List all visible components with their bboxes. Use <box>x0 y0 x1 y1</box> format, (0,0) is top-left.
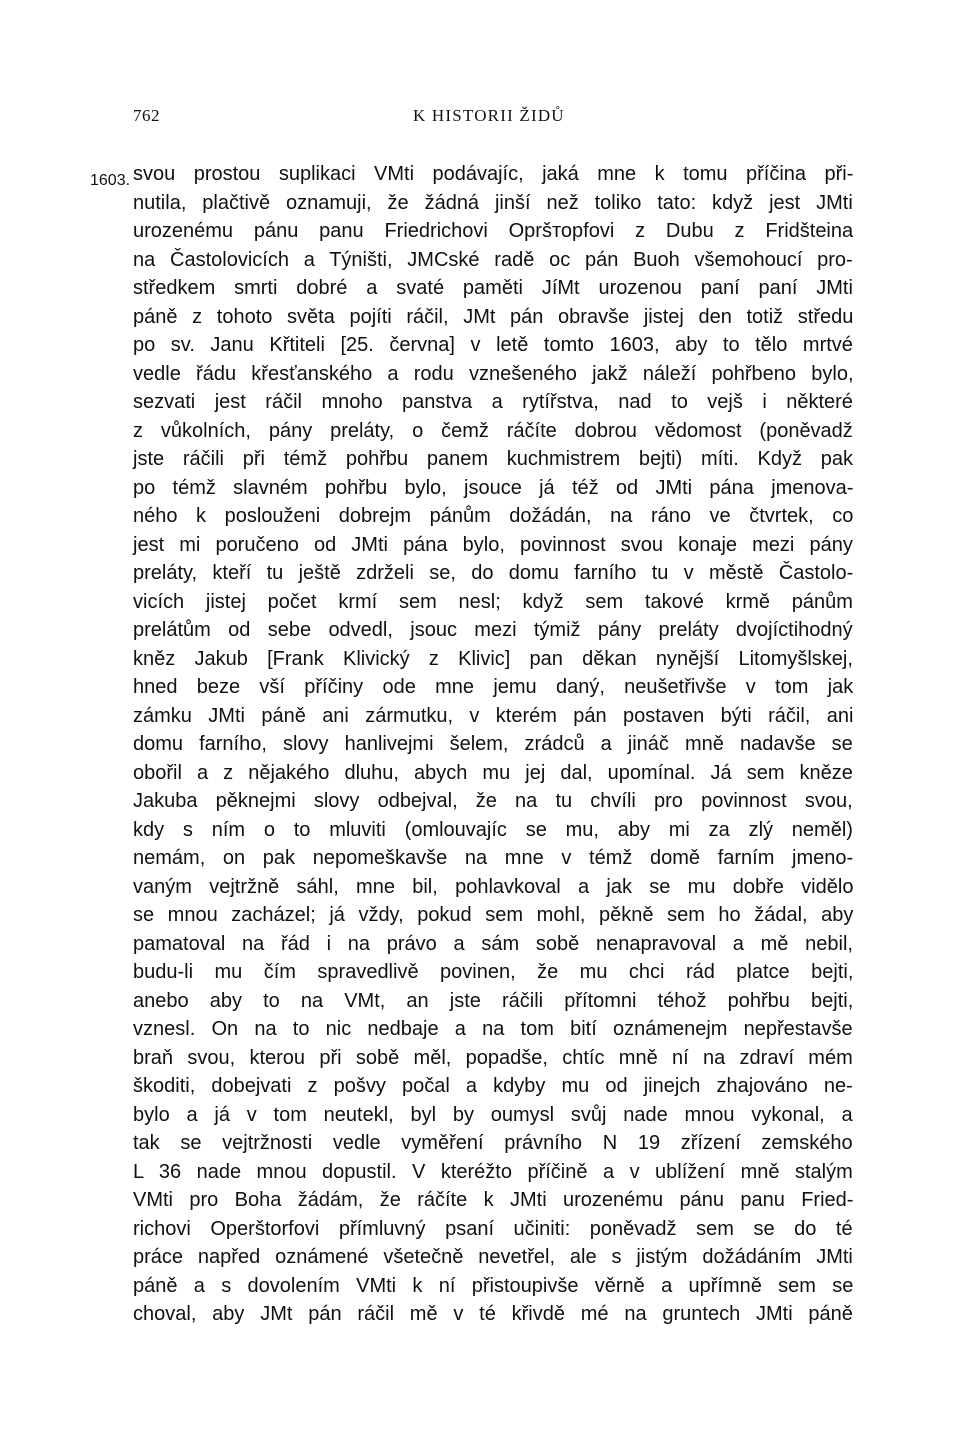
text-line: po sv. Janu Křtiteli [25. června] v letě tomto 1603, aby to tělo mrtvé <box>133 334 853 356</box>
text-line: na Častolovicích a Týništi, JMCské radě oc pán Buoh všemohoucí pro- <box>133 248 853 271</box>
text-line: kněz Jakub [Frank Klivický z Klivic] pan děkan nynější Litomyšlskej, <box>133 647 853 670</box>
text-line: bylo a já v tom neutekl, byl by oumysl svůj nade mnou vykonal, a <box>133 1103 853 1126</box>
text-line: hned beze vší příčiny ode mne jemu daný, neušetřivše v tom jak <box>133 676 854 698</box>
text-line: jste ráčili při témž pohřbu panem kuchmistrem bejti) míti. Když pak <box>133 448 853 470</box>
text-line: richovi Operštorfovi přímluvný psaní učiniti: poněvadž sem se do té <box>133 1217 853 1240</box>
text-line: z vůkolních, pány preláty, o čemž ráčíte dobrou vědomost (poněvadž <box>133 419 853 442</box>
text-line: vznesl. On na to nic nedbaje a na tom bití oznámenejm nepřestavše <box>133 1018 853 1040</box>
text-line: zámku JMti páně ani zármutku, v kterém pán postaven býti ráčil, ani <box>133 704 854 727</box>
text-line: L 36 nade mnou dopustil. V kteréžto příčině a v ublížení mně stalým <box>133 1160 853 1183</box>
margin-year: 1603. <box>90 172 131 189</box>
text-line: choval, aby JMt pán ráčil mě v té křivdě mé na gruntech JMti páně <box>133 1303 853 1325</box>
text-line: středkem smrti dobré a svaté paměti JíMt urozenou paní paní JMti <box>133 277 853 299</box>
text-line: páně z tohoto světa pojíti ráčil, JMt pán obravše jistej den totiž středu <box>133 305 854 328</box>
text-line: ného k poslouženi dobrejm pánům dožádán, na ráno ve čtvrtek, co <box>133 505 854 527</box>
text-line: škoditi, dobejvati z pošvy počal a kdyby mu od jinejch zhajováno ne- <box>133 1075 853 1097</box>
text-line: obořil a z nějakého dluhu, abych mu jej dal, upomínal. Já sem kněze <box>133 761 853 784</box>
text-line: pamatoval na řád i na právo a sám sobě nenapravoval a mě nebil, <box>133 932 853 955</box>
body-text <box>133 160 853 1329</box>
running-head <box>133 100 843 130</box>
text-line: braň svou, kterou při sobě měl, popadše, chtíc mně ní na zdraví mém <box>133 1046 853 1069</box>
text-line: urozenému pánu panu Friedrichovi Opršторfovi z Dubu z Fridšteina <box>133 220 854 242</box>
text-line: jest mi poručeno od JMti pána bylo, povinnost svou konaje mezi pány <box>133 533 853 556</box>
text-line: kdy s ním o to mluviti (omlouvajíc se mu, aby mi za zlý neměl) <box>133 818 853 841</box>
text-line: VMti pro Boha žádám, že ráčíte k JMti urozenému pánu panu Fried- <box>133 1189 854 1211</box>
text-line: nutila, plačtivě oznamuji, že žádná jinší než toliko tato: když jest JMti <box>133 191 853 214</box>
text-line: páně a s dovolením VMti k ní přistoupivše věrně a upřímně sem se <box>133 1274 854 1297</box>
text-line: vicích jistej počet krmí sem nesl; když sem takové krmě pánům <box>133 590 853 613</box>
text-line: domu farního, slovy hanlivejmi šelem, zrádců a jináč mně nadavše se <box>133 733 853 755</box>
text-line: se mnou zacházel; já vždy, pokud sem mohl, pěkně sem ho žádal, aby <box>133 904 854 926</box>
text-line: Jakuba pěknejmi slovy odbejval, že na tu chvíli pro povinnost svou, <box>133 790 853 812</box>
text-line: sezvati jest ráčil mnoho panstva a rytířstva, nad to vejš i některé <box>133 391 853 413</box>
running-head-title: K HISTORII ŽIDŮ <box>413 106 565 125</box>
text-line: budu-li mu čím spravedlivě povinen, že mu chci rád platce bejti, <box>133 961 854 983</box>
text-line: anebo aby to na VMt, an jste ráčili přítomni téhož pohřbu bejti, <box>133 989 854 1012</box>
text-line: vaným vejtržně sáhl, mne bil, pohlavkoval a jak se mu dobře vidělo <box>133 875 854 898</box>
text-line: preláty, kteří tu ještě zdrželi se, do domu farního tu v městě Častolo- <box>133 562 854 584</box>
text-line: po témž slavném pohřbu bylo, jsouce já též od JMti pána jmenova- <box>133 476 854 499</box>
text-line: prelátům od sebe odvedl, jsouc mezi týmiž pány preláty dvojíctihodný <box>133 619 853 641</box>
text-line: vedle řádu křesťanského a rodu vznešeného jakž náleží pohřbeno bylo, <box>133 362 854 385</box>
text-line: práce napřed oznámené všetečně nevetřel, ale s jistým dožádáním JMti <box>133 1246 853 1268</box>
page-number: 762 <box>133 106 160 125</box>
text-line: svou prostou suplikaci VMti podávajíc, jaká mne k tomu příčina při- <box>133 163 854 185</box>
text-line: nemám, on pak nepomeškavše na mne v témž domě farním jmeno- <box>133 847 854 869</box>
text-line: tak se vejtržnosti vedle vyměření právního N 19 zřízení zemského <box>133 1132 853 1154</box>
